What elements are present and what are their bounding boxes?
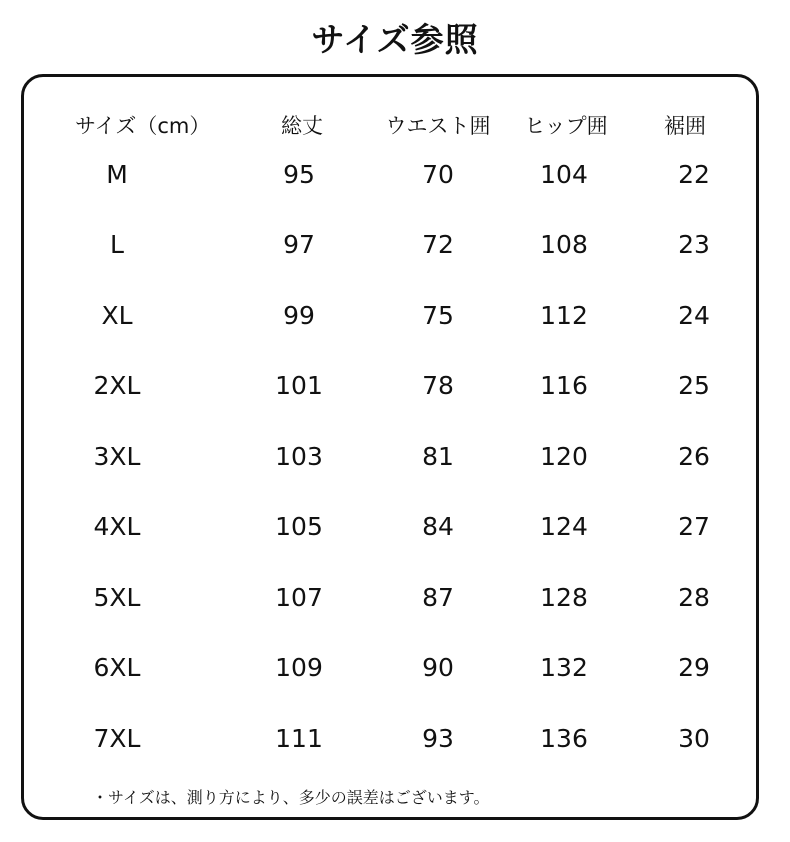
cell-hip: 120 <box>540 442 588 471</box>
table-row <box>0 439 790 475</box>
cell-hip: 128 <box>540 583 588 612</box>
cell-length: 101 <box>275 371 323 400</box>
cell-hip: 132 <box>540 653 588 682</box>
cell-length: 103 <box>275 442 323 471</box>
cell-hem: 29 <box>678 653 710 682</box>
cell-size: L <box>110 230 124 259</box>
cell-hip: 136 <box>540 724 588 753</box>
cell-size: M <box>106 160 128 189</box>
cell-waist: 70 <box>422 160 454 189</box>
cell-waist: 93 <box>422 724 454 753</box>
cell-hem: 24 <box>678 301 710 330</box>
cell-waist: 78 <box>422 371 454 400</box>
table-row <box>0 368 790 404</box>
cell-hip: 104 <box>540 160 588 189</box>
table-row <box>0 580 790 616</box>
header-hip: ヒップ囲 <box>524 114 608 138</box>
cell-hem: 30 <box>678 724 710 753</box>
cell-size: 5XL <box>93 583 141 612</box>
cell-hip: 116 <box>540 371 588 400</box>
cell-hip: 124 <box>540 512 588 541</box>
cell-length: 105 <box>275 512 323 541</box>
table-row <box>0 227 790 263</box>
cell-length: 95 <box>283 160 315 189</box>
measurement-note: ・サイズは、測り方により、多少の誤差はございます。 <box>92 788 490 807</box>
cell-hem: 27 <box>678 512 710 541</box>
cell-size: 7XL <box>93 724 141 753</box>
header-waist: ウエスト囲 <box>385 114 491 138</box>
table-row <box>0 298 790 334</box>
cell-length: 99 <box>283 301 315 330</box>
cell-waist: 75 <box>422 301 454 330</box>
cell-waist: 87 <box>422 583 454 612</box>
cell-waist: 90 <box>422 653 454 682</box>
cell-waist: 81 <box>422 442 454 471</box>
cell-hip: 108 <box>540 230 588 259</box>
cell-hem: 28 <box>678 583 710 612</box>
cell-waist: 84 <box>422 512 454 541</box>
page-title: サイズ参照 <box>311 20 479 59</box>
cell-hem: 26 <box>678 442 710 471</box>
cell-size: 2XL <box>93 371 141 400</box>
table-row <box>0 650 790 686</box>
cell-length: 111 <box>275 724 323 753</box>
cell-size: 6XL <box>93 653 141 682</box>
table-row <box>0 157 790 193</box>
cell-hem: 25 <box>678 371 710 400</box>
table-header <box>0 108 790 144</box>
cell-hem: 22 <box>678 160 710 189</box>
header-size: サイズ（cm） <box>75 114 211 138</box>
table-row <box>0 509 790 545</box>
cell-size: 4XL <box>93 512 141 541</box>
cell-size: 3XL <box>93 442 141 471</box>
cell-length: 109 <box>275 653 323 682</box>
cell-length: 97 <box>283 230 315 259</box>
cell-waist: 72 <box>422 230 454 259</box>
header-hem: 裾囲 <box>664 114 706 138</box>
cell-hem: 23 <box>678 230 710 259</box>
table-row <box>0 721 790 757</box>
cell-length: 107 <box>275 583 323 612</box>
cell-hip: 112 <box>540 301 588 330</box>
cell-size: XL <box>101 301 133 330</box>
header-length: 総丈 <box>281 114 323 138</box>
